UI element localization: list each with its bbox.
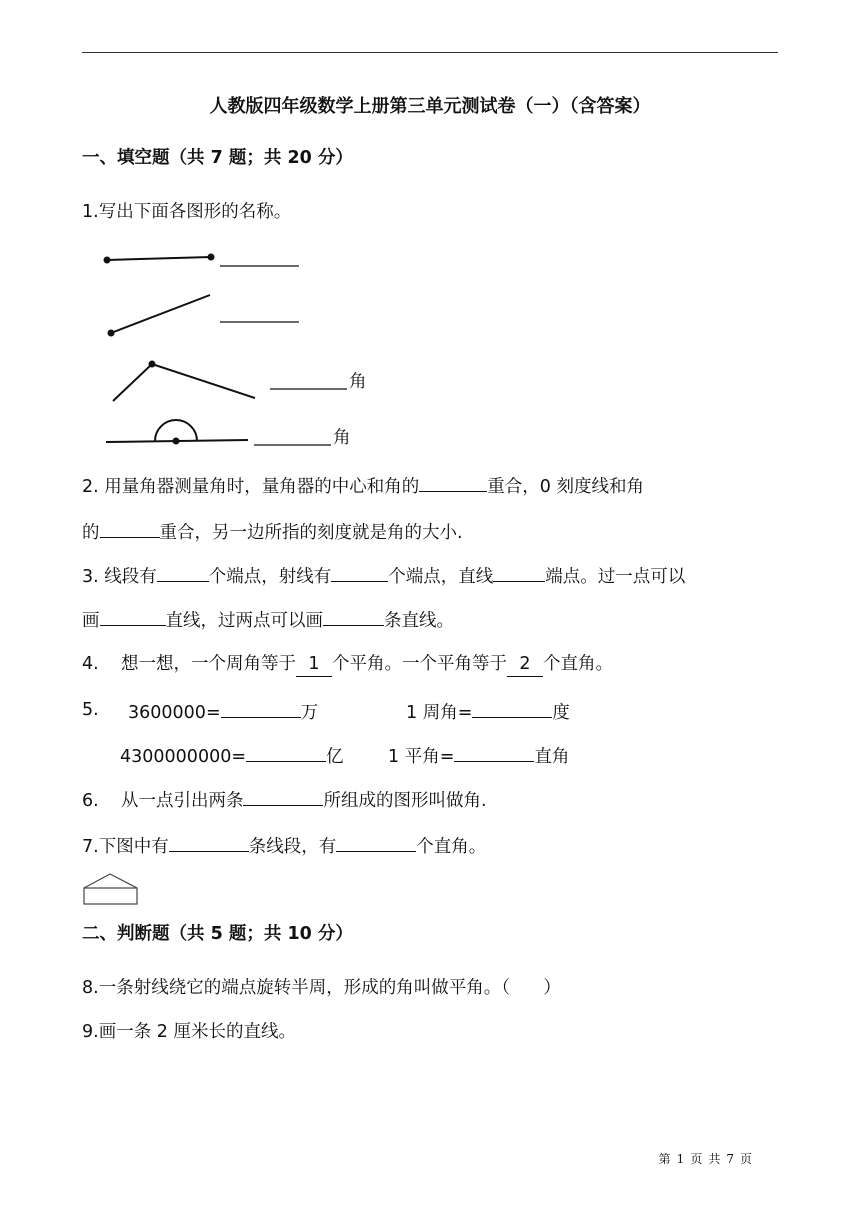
question-6: 6. 从一点引出两条 所组成的图形叫做角.	[82, 786, 487, 813]
total-page-count: 7	[726, 1152, 734, 1166]
question-5-row-2-right: 1 平角= 直角	[388, 742, 569, 769]
section-1-heading: 一、填空题（共 7 题；共 20 分）	[82, 148, 353, 168]
question-7: 7.下图中有 条线段，有 个直角。	[82, 832, 486, 859]
section-2-heading: 二、判断题（共 5 题；共 10 分）	[82, 924, 353, 944]
question-2-line-1: 2. 用量角器测量角时，量角器的中心和角的 重合，0 刻度线和角	[82, 472, 644, 499]
question-5-row-1-right: 1 周角= 度	[406, 698, 570, 725]
question-3-line-2: 画 直线，过两点可以画 条直线。	[82, 606, 454, 633]
question-2-line-2: 的 重合，另一边所指的刻度就是角的大小.	[82, 518, 463, 545]
current-page-number: 1	[676, 1152, 685, 1166]
question-5-row-2-left: 4300000000= 亿	[120, 742, 344, 769]
question-1-text: 1.写出下面各图形的名称。	[82, 202, 292, 222]
question-8: 8.一条射线绕它的端点旋转半周，形成的角叫做平角。（ ）	[82, 978, 561, 998]
page-footer: 第 1 页 共 7 页	[658, 1152, 752, 1166]
q4-answer-1: 1	[296, 652, 332, 677]
question-9: 9.画一条 2 厘米长的直线。	[82, 1022, 296, 1042]
question-4: 4. 想一想，一个周角等于 1 个平角。一个平角等于 2 个直角。	[82, 652, 613, 677]
page-title: 人教版四年级数学上册第三单元测试卷（一）（含答案）	[209, 96, 651, 117]
question-3-line-1: 3. 线段有 个端点，射线有 个端点，直线 端点。过一点可以	[82, 562, 685, 589]
question-5-number: 5.	[82, 700, 99, 720]
q1-suffix-angle-4: 角	[333, 428, 351, 448]
question-5-row-1-left: 3600000= 万	[128, 698, 318, 725]
q1-suffix-angle-3: 角	[349, 372, 367, 392]
q4-answer-2: 2	[507, 652, 543, 677]
